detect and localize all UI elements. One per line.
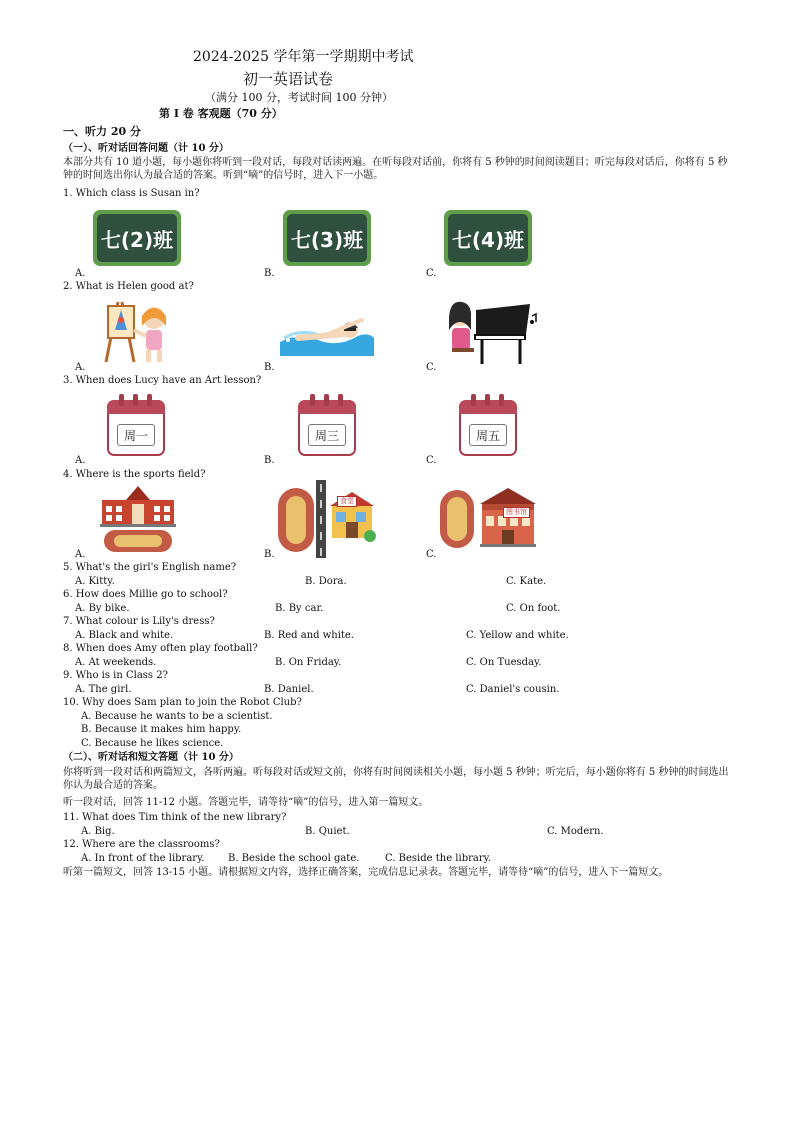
q8-option-c[interactable]: C. On Tuesday. [466,657,542,668]
q3-option-c[interactable]: C. [426,455,437,466]
subsection-1-title: （一）、听对话回答问题（计 10 分） [63,143,229,154]
q7-option-a[interactable]: A. Black and white. [75,630,174,641]
q7-option-c[interactable]: C. Yellow and white. [466,630,569,641]
part-one-title: 第 I 卷 客观题（70 分） [159,107,283,120]
q4-option-b[interactable]: B. [264,549,275,560]
q9-option-b[interactable]: B. Daniel. [264,684,314,695]
q2-option-c[interactable]: C. [426,362,437,373]
exam-score-time: （满分 100 分，考试时间 100 分钟） [205,91,393,104]
q11-option-b[interactable]: B. Quiet. [305,826,350,837]
class-sign-image-b [283,210,371,266]
q10-option-a[interactable]: A. Because he wants to be a scientist. [81,711,273,722]
question-4: 4. Where is the sports field? [63,469,206,480]
question-9: 9. Who is in Class 2? [63,670,168,681]
calendar-icon-c [459,394,517,456]
q11-option-a[interactable]: A. Big. [81,826,115,837]
q7-option-b[interactable]: B. Red and white. [264,630,355,641]
question-5: 5. What's the girl's English name? [63,562,237,573]
question-6: 6. How does Millie go to school? [63,589,228,600]
question-1: 1. Which class is Susan in? [63,188,200,199]
calendar-day-a: 周一 [117,424,155,446]
exam-title-year: 2024-2025 学年第一学期期中考试 [193,49,414,65]
question-7: 7. What colour is Lily's dress? [63,616,215,627]
q10-option-c[interactable]: C. Because he likes science. [81,738,224,749]
q11-option-c[interactable]: C. Modern. [547,826,604,837]
class-sign-text-b: 七(3)班 [287,214,367,262]
q5-option-a[interactable]: A. Kitty. [75,576,115,587]
q6-option-a[interactable]: A. By bike. [75,603,130,614]
passage-instructions: 听第一篇短文，回答 13-15 小题。请根据短文内容，选择正确答案，完成信息记录表。答题完毕，请等待“嘀”的信号，进入下一篇短文。 [63,867,669,878]
calendar-day-b: 周三 [308,424,346,446]
calendar-day-c: 周五 [469,424,507,446]
subsection-2-title: （二）、听对话和短文答题（计 10 分） [63,752,239,763]
q4-option-a[interactable]: A. [75,549,86,560]
q1-option-c[interactable]: C. [426,268,437,279]
girl-piano-image [446,296,538,366]
q10-option-b[interactable]: B. Because it makes him happy. [81,724,242,735]
dialog-instructions: 听一段对话，回答 11-12 小题。答题完毕，请等待“嘀”的信号，进入第一篇短文。 [63,797,429,808]
q6-option-c[interactable]: C. On foot. [506,603,561,614]
q3-option-b[interactable]: B. [264,455,275,466]
calendar-icon-a [107,394,165,456]
q9-option-a[interactable]: A. The girl. [75,684,132,695]
q12-option-c[interactable]: C. Beside the library. [385,853,492,864]
q9-option-c[interactable]: C. Daniel's cousin. [466,684,560,695]
q3-option-a[interactable]: A. [75,455,86,466]
field-road-canteen-image [274,478,378,558]
exam-title-subject: 初一英语试卷 [243,70,334,88]
question-3: 3. When does Lucy have an Art lesson? [63,375,262,386]
q12-option-a[interactable]: A. In front of the library. [81,853,205,864]
girl-painting-image [100,296,176,366]
q1-option-b[interactable]: B. [264,268,275,279]
question-2: 2. What is Helen good at? [63,281,194,292]
class-sign-text-c: 七(4)班 [448,214,528,262]
library-sign: 图书馆 [503,507,530,518]
q5-option-c[interactable]: C. Kate. [506,576,547,587]
question-8: 8. When does Amy often play football? [63,643,258,654]
calendar-icon-b [298,394,356,456]
q8-option-a[interactable]: A. At weekends. [75,657,157,668]
q8-option-b[interactable]: B. On Friday. [275,657,342,668]
section-listening-title: 一、听力 20 分 [63,125,141,138]
class-sign-text-a: 七(2)班 [97,214,177,262]
class-sign-image-a [93,210,181,266]
swimmer-image [278,312,376,358]
subsection-2-instructions: 你将听到一段对话和两篇短文，各听两遍。听每段对话或短文前，你将有时间阅读相关小题，每小题 5 秒钟；听完后，每小题你将有 5 秒钟的时间选出你认为最合适的答案。 [63,767,729,791]
question-10: 10. Why does Sam plan to join the Robot Club? [63,697,302,708]
question-12: 12. Where are the classrooms? [63,839,220,850]
q12-option-b[interactable]: B. Beside the school gate. [228,853,360,864]
question-11: 11. What does Tim think of the new library? [63,812,287,823]
subsection-1-instructions: 本部分共有 10 道小题，每小题你将听到一段对话，每段对话读两遍。在听每段对话前，你将有 5 秒钟的时间阅读题目；听完每段对话后，你将有 5 秒钟的时间选出你认为最合适的答案。听到“嘀”的信号时，进入下一小题。 [63,157,728,181]
q4-option-c[interactable]: C. [426,549,437,560]
q6-option-b[interactable]: B. By car. [275,603,324,614]
q1-option-a[interactable]: A. [75,268,86,279]
class-sign-image-c [444,210,532,266]
q2-option-b[interactable]: B. [264,362,275,373]
canteen-sign: 食堂 [337,496,357,507]
q5-option-b[interactable]: B. Dora. [305,576,347,587]
field-library-image [436,484,540,554]
school-building-field-image [96,482,180,554]
q2-option-a[interactable]: A. [75,362,86,373]
